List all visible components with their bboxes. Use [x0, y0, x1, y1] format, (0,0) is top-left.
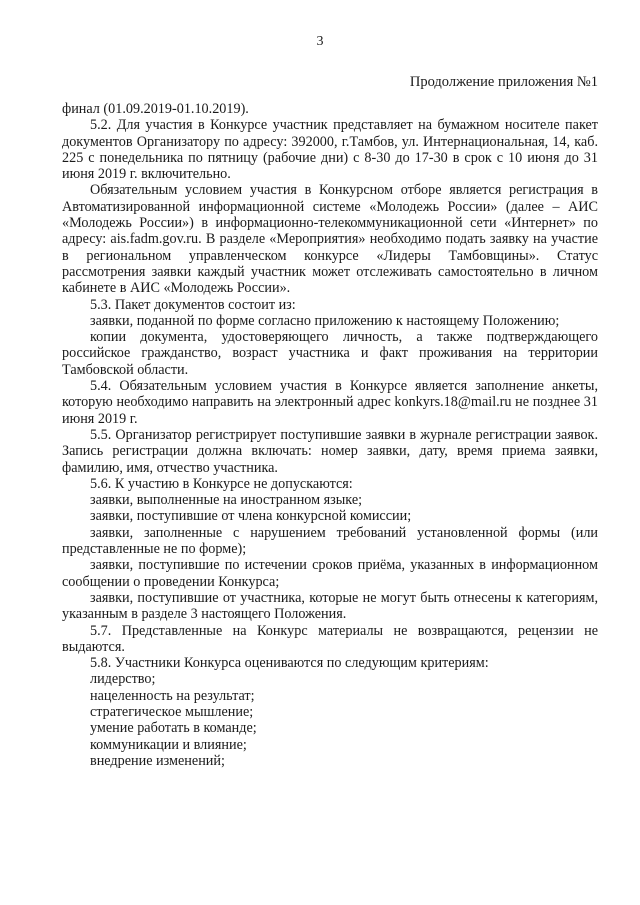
paragraph: заявки, заполненные с нарушением требований установленной формы (или представленные не по форме); — [62, 524, 598, 558]
paragraph: умение работать в команде; — [90, 720, 257, 737]
paragraph: заявки, поступившие от члена конкурсной комиссии; — [90, 508, 412, 525]
paragraph: 5.8. Участники Конкурса оцениваются по следующим критериям: — [90, 655, 489, 672]
paragraph: заявки, выполненные на иностранном языке; — [90, 492, 363, 509]
page-number: 3 — [316, 34, 324, 49]
document-body — [62, 101, 598, 769]
paragraph: лидерство; — [90, 671, 156, 688]
paragraph: заявки, поступившие от участника, которые не могут быть отнесены к категориям, указанным в разделе 3 настоящего Положения. — [62, 589, 598, 623]
paragraph: Обязательным условием участия в Конкурсном отборе является регистрация в Автоматизированной информационной системе «Молодежь России» (далее – АИС «Молодежь России») в информационно-телекоммуникационной сети «Интернет» по адресу: ais.fadm.gov.ru. В разделе «Мероприятия» необходимо подать заявку на участие в региональном управленческом конкурсе «Лидеры Тамбовщины». Статус рассмотрения заявки каждый участник может отслеживать самостоятельно в личном кабинете в АИС «Молодежь России». — [62, 182, 598, 297]
paragraph: 5.6. К участию в Конкурсе не допускаются: — [90, 475, 353, 492]
paragraph: 5.4. Обязательным условием участия в Конкурсе является заполнение анкеты, которую необходимо направить на электронный адрес konkyrs.18@mail.ru не позднее 31 июня 2019 г. — [62, 378, 598, 427]
paragraph: внедрение изменений; — [90, 752, 225, 769]
appendix-continuation-note: Продолжение приложения №1 — [409, 74, 598, 90]
paragraph: 5.5. Организатор регистрирует поступившие заявки в журнале регистрации заявок. Запись регистрации должна включать: номер заявки, дату, время приема заявки, фамилию, имя, отчество участника. — [62, 426, 598, 476]
paragraph: 5.2. Для участия в Конкурсе участник представляет на бумажном носителе пакет документов Организатору по адресу: 392000, г.Тамбов, ул. Интернациональная, 14, каб. 225 с понедельника по пятницу (рабочие дни) с 8-30 до 17-30 в срок с 10 июня до 31 июня 2019 г. включительно. — [62, 117, 598, 183]
paragraph: 5.7. Представленные на Конкурс материалы не возвращаются, рецензии не выдаются. — [62, 622, 598, 655]
paragraph: коммуникации и влияние; — [90, 736, 247, 753]
paragraph: нацеленность на результат; — [90, 687, 255, 704]
paragraph: заявки, поступившие по истечении сроков приёма, указанных в информационном сообщении о проведении Конкурса; — [62, 557, 598, 590]
paragraph: 5.3. Пакет документов состоит из: — [90, 296, 296, 313]
paragraph: заявки, поданной по форме согласно приложению к настоящему Положению; — [90, 312, 560, 329]
paragraph: стратегическое мышление; — [90, 703, 254, 720]
paragraph: финал (01.09.2019-01.10.2019). — [62, 101, 249, 117]
paragraph: копии документа, удостоверяющего личность, а также подтверждающего российское гражданство, возраст участника и факт проживания на территории Тамбовской области. — [62, 329, 598, 378]
